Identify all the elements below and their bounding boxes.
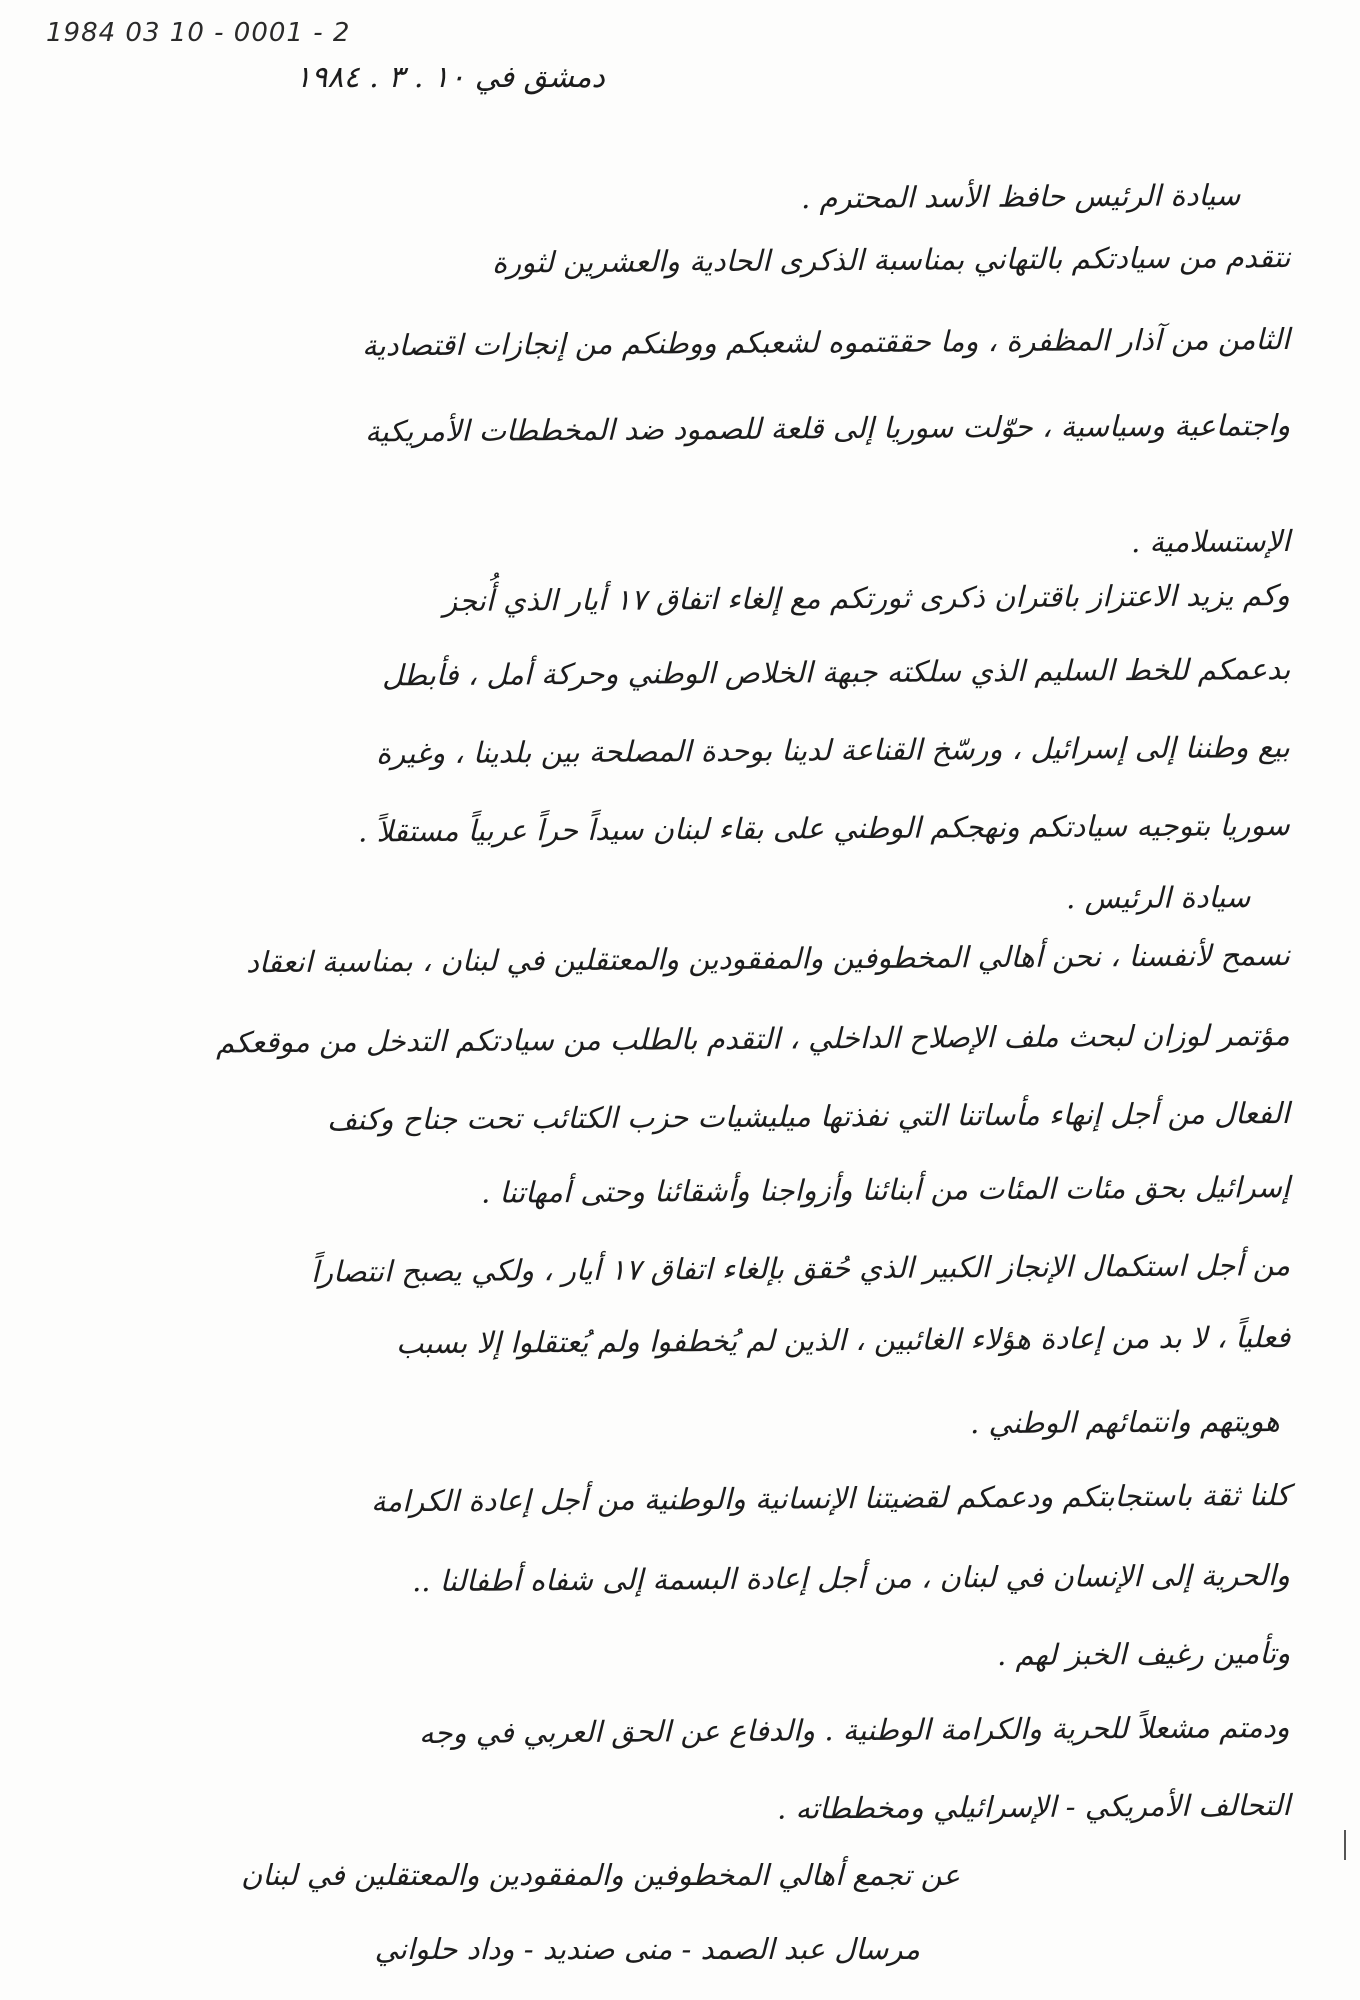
- signature-names: مرسال عبد الصمد - منى صنديد - وداد حلواني: [374, 1932, 920, 1966]
- letter-line: كلنا ثقة باستجابتكم ودعمكم لقضيتنا الإنسانية والوطنية من أجل إعادة الكرامة: [371, 1478, 1291, 1519]
- reference-number: 1984 03 10 - 0001 - 2: [46, 18, 351, 48]
- letter-line: إسرائيل بحق مئات المئات من أبنائنا وأزواجنا وأشقائنا وحتى أمهاتنا .: [480, 1170, 1291, 1210]
- letter-line: واجتماعية وسياسية ، حوّلت سوريا إلى قلعة للصمود ضد المخططات الأمريكية: [364, 408, 1291, 449]
- letter-line: من أجل استكمال الإنجاز الكبير الذي حُقق بإلغاء اتفاق ١٧ أيار ، ولكي يصبح انتصاراً: [310, 1248, 1291, 1289]
- letter-line: سوريا بتوجيه سيادتكم ونهجكم الوطني على بقاء لبنان سيداً حراً عربياً مستقلاً .: [358, 808, 1291, 849]
- letter-line: الفعال من أجل إنهاء مأساتنا التي نفذتها ميليشيات حزب الكتائب تحت جناح وكنف: [327, 1096, 1291, 1137]
- letter-line: وتأمين رغيف الخبز لهم .: [996, 1636, 1291, 1673]
- section-heading: سيادة الرئيس .: [1065, 880, 1251, 916]
- letter-line: وكم يزيد الاعتزاز باقتران ذكرى ثورتكم مع إلغاء اتفاق ١٧ أيار الذي أُنجز: [443, 578, 1291, 618]
- letter-line: الثامن من آذار المظفرة ، وما حققتموه لشعبكم ووطنكم من إنجازات اقتصادية: [361, 322, 1291, 363]
- letter-line: الإستسلامية .: [1130, 524, 1291, 560]
- letter-line: والحرية إلى الإنسان في لبنان ، من أجل إعادة البسمة إلى شفاه أطفالنا ..: [411, 1558, 1291, 1599]
- letter-line: فعلياً ، لا بد من إعادة هؤلاء الغائبين ، الذين لم يُخطفوا ولم يُعتقلوا إلا بسبب: [395, 1320, 1291, 1361]
- letter-line: بدعمكم للخط السليم الذي سلكته جبهة الخلاص الوطني وحركة أمل ، فأبطل: [381, 652, 1291, 693]
- letter-line: هويتهم وانتمائهم الوطني .: [970, 1404, 1281, 1441]
- scan-edge-mark: [1344, 1830, 1346, 1860]
- signature-organization: عن تجمع أهالي المخطوفين والمفقودين والمعتقلين في لبنان: [241, 1858, 960, 1892]
- letter-line: بيع وطننا إلى إسرائيل ، ورسّخ القناعة لدينا بوحدة المصلحة بين بلدينا ، وغيرة: [376, 730, 1291, 771]
- date-line: دمشق في ١٠ . ٣ . ١٩٨٤: [295, 60, 605, 95]
- letter-line: ودمتم مشعلاً للحرية والكرامة الوطنية . والدفاع عن الحق العربي في وجه: [419, 1710, 1291, 1751]
- letter-line: نتقدم من سيادتكم بالتهاني بمناسبة الذكرى الحادية والعشرين لثورة: [491, 240, 1291, 280]
- letter-line: مؤتمر لوزان لبحث ملف الإصلاح الداخلي ، التقدم بالطلب من سيادتكم التدخل من موقعكم: [216, 1018, 1291, 1060]
- letter-line: التحالف الأمريكي - الإسرائيلي ومخططاته .: [776, 1788, 1291, 1826]
- letter-line: نسمح لأنفسنا ، نحن أهالي المخطوفين والمفقودين والمعتقلين في لبنان ، بمناسبة انعقاد: [245, 938, 1291, 980]
- salutation: سيادة الرئيس حافظ الأسد المحترم .: [800, 178, 1241, 216]
